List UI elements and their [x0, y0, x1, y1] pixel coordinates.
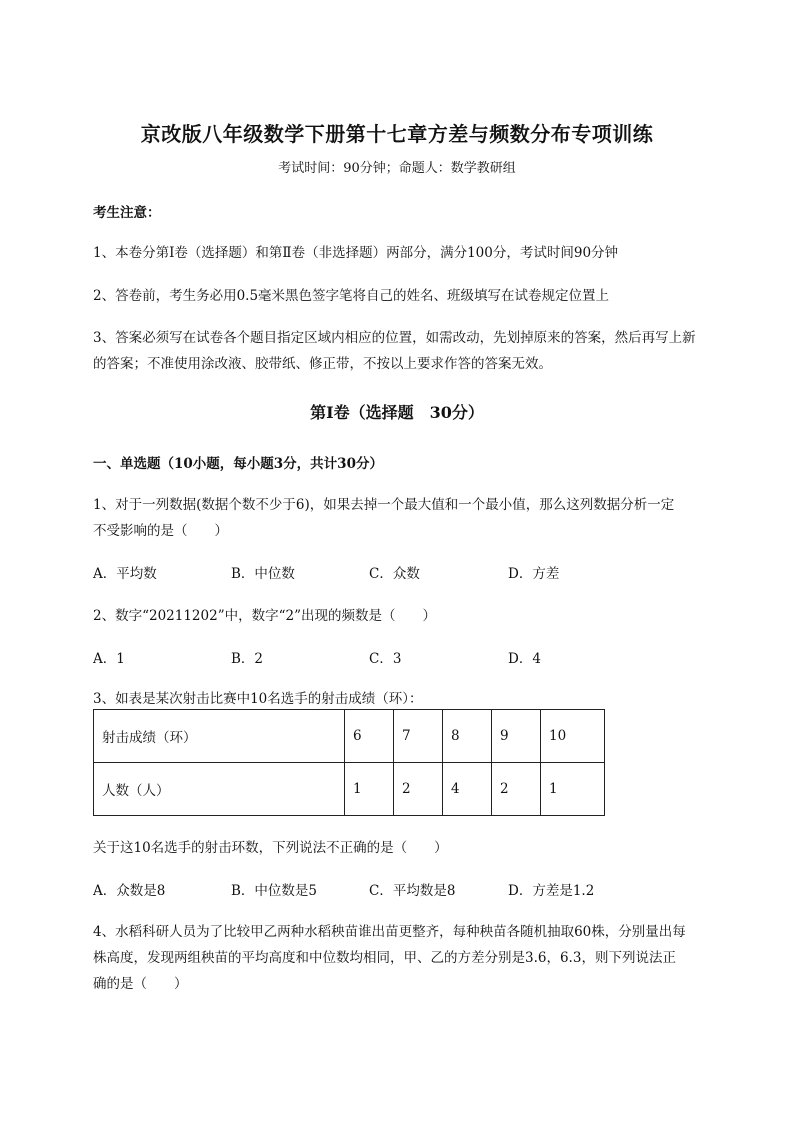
- table-cell: 2: [394, 763, 443, 816]
- question-2-option-b[interactable]: B．2: [231, 651, 264, 667]
- table-cell: 10: [541, 710, 605, 763]
- table-cell: 2: [492, 763, 541, 816]
- table-cell: 6: [345, 710, 394, 763]
- question-3-option-b[interactable]: B．中位数是5: [231, 883, 318, 899]
- table-cell: 8: [443, 710, 492, 763]
- notice-item: 2、答卷前，考生务必用0.5毫米黑色签字笔将自己的姓名、班级填写在试卷规定位置上: [93, 288, 610, 304]
- question-4-text: 确的是（ ）: [93, 976, 188, 992]
- notice-item: 1、本卷分第I卷（选择题）和第Ⅱ卷（非选择题）两部分，满分100分，考试时间90分钟: [93, 245, 619, 261]
- page-title: 京改版八年级数学下册第十七章方差与频数分布专项训练: [140, 122, 654, 146]
- table-row: [94, 763, 605, 816]
- table-cell: 人数（人）: [94, 763, 345, 816]
- table-cell: 射击成绩（环）: [94, 710, 345, 763]
- question-3-option-c[interactable]: C．平均数是8: [369, 883, 456, 899]
- table-cell: 9: [492, 710, 541, 763]
- question-3-text: 3、如表是某次射击比赛中10名选手的射击成绩（环）：: [93, 691, 423, 707]
- table-row: [94, 710, 605, 763]
- question-1-text: 1、对于一列数据(数据个数不少于6)，如果去掉一个最大值和一个最小值，那么这列数据分析一定: [93, 497, 675, 513]
- question-2-option-a[interactable]: A．1: [93, 651, 125, 667]
- section-title: 第I卷（选择题 30分）: [310, 403, 484, 422]
- notice-heading: 考生注意：: [93, 205, 161, 221]
- exam-info: 考试时间：90分钟；命题人：数学教研组: [278, 161, 516, 176]
- question-3-option-a[interactable]: A．众数是8: [93, 883, 166, 899]
- question-1-option-a[interactable]: A．平均数: [93, 566, 157, 582]
- question-1-option-d[interactable]: D．方差: [508, 566, 560, 582]
- score-table: [93, 709, 605, 816]
- question-4-text: 4、水稻科研人员为了比较甲乙两种水稻秧苗谁出苗更整齐，每种秧苗各随机抽取60株，分别量出每: [93, 924, 686, 940]
- table-cell: 1: [541, 763, 605, 816]
- table-cell: 4: [443, 763, 492, 816]
- question-3-option-d[interactable]: D．方差是1.2: [508, 883, 595, 899]
- question-2-option-c[interactable]: C．3: [369, 651, 402, 667]
- question-1-option-c[interactable]: C．众数: [369, 566, 420, 582]
- table-cell: 1: [345, 763, 394, 816]
- question-1-text: 不受影响的是（ ）: [93, 523, 228, 539]
- question-2-option-d[interactable]: D．4: [508, 651, 541, 667]
- question-3-followup: 关于这10名选手的射击环数，下列说法不正确的是（ ）: [93, 840, 448, 856]
- table-cell: 7: [394, 710, 443, 763]
- question-4-text: 株高度，发现两组秧苗的平均高度和中位数均相同，甲、乙的方差分别是3.6，6.3，则下列说法正: [93, 950, 676, 966]
- question-1-option-b[interactable]: B．中位数: [231, 566, 295, 582]
- notice-item: 的答案；不准使用涂改液、胶带纸、修正带，不按以上要求作答的答案无效。: [93, 356, 552, 372]
- question-2-text: 2、数字“20211202”中，数字“2”出现的频数是（ ）: [93, 608, 436, 624]
- notice-item: 3、答案必须写在试卷各个题目指定区域内相应的位置，如需改动，先划掉原来的答案，然后再写上新: [93, 330, 696, 346]
- part-heading: 一、单选题（10小题，每小题3分，共计30分）: [93, 456, 383, 472]
